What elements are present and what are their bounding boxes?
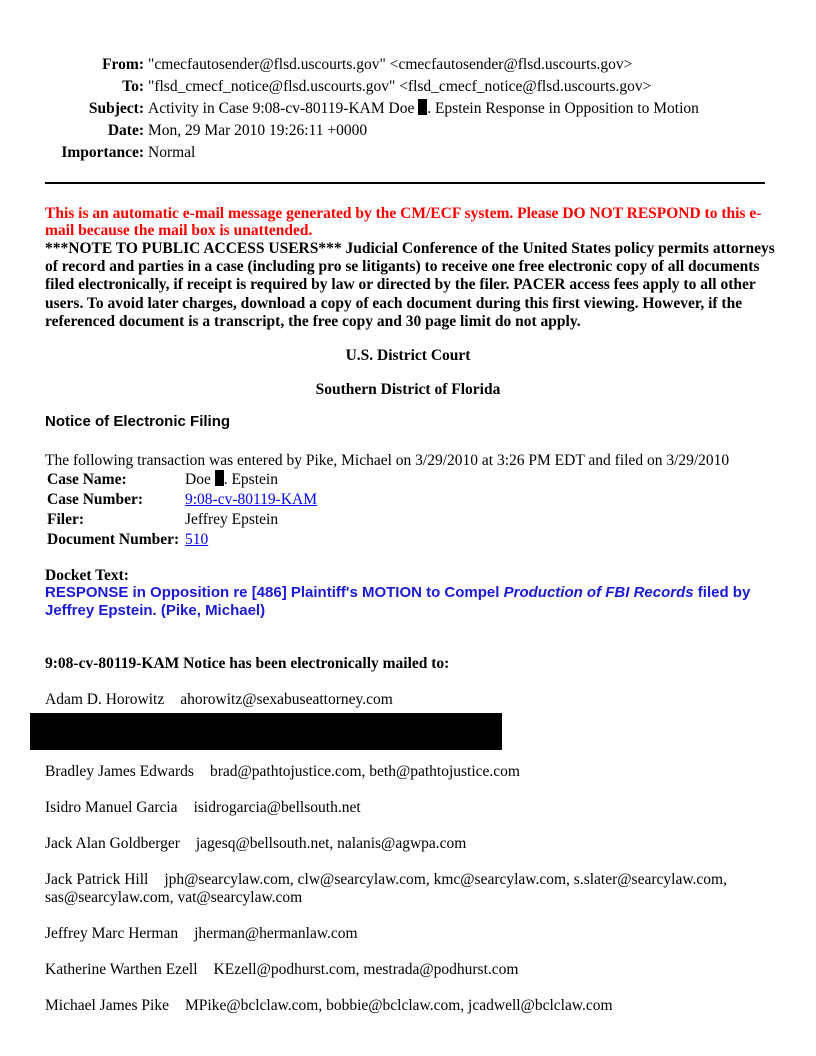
subject-value [148,99,699,119]
case-name-value [185,470,278,490]
case-name-post: . Epstein [223,471,278,488]
redaction-bar [30,713,502,750]
recipient-name: Jack Alan Goldberger [45,835,180,852]
case-number-value [185,490,317,510]
subject-line [0,99,816,119]
case-name-label: Case Name: [47,471,127,488]
recipient-row [45,799,775,817]
recipient-name: Bradley James Edwards [45,763,194,780]
case-number-label: Case Number: [47,491,143,508]
subject-label: Subject: [88,100,144,117]
recipient-emails[interactable]: brad@pathtojustice.com, beth@pathtojustice.com [209,763,520,780]
recipient-emails[interactable]: jagesq@bellsouth.net, nalanis@agwpa.com [195,835,467,852]
nef-title: Notice of Electronic Filing [45,413,231,430]
recipient-name: Katherine Warthen Ezell [45,961,198,978]
recipient-row [45,691,775,709]
importance-value: Normal [148,144,196,161]
filer-row [47,510,547,530]
date-label: Date: [107,122,144,139]
recipient-emails[interactable]: isidrogarcia@bellsouth.net [193,799,361,816]
recipient-emails[interactable]: jherman@hermanlaw.com [194,925,358,942]
recipient-name: Jack Patrick Hill [45,871,149,888]
recipient-name: Jeffrey Marc Herman [45,925,179,942]
case-number-row [47,490,547,510]
importance-label: Importance: [61,144,144,161]
document-number-row [47,530,547,550]
importance-line [0,143,816,163]
court-district: Southern District of Florida [315,381,501,398]
from-label-text: From: [102,56,144,73]
filer-value: Jeffrey Epstein [185,511,279,528]
subject-text-post: . Epstein Response in Opposition to Motion [427,100,699,117]
case-name-pre: Doe [185,471,215,488]
docket-text-pre: RESPONSE in Opposition re [486] Plaintiff's MOTION to Compel [45,584,504,601]
docket-text-italic: Production of FBI Records [503,584,694,601]
public-access-note: ***NOTE TO PUBLIC ACCESS USERS*** Judicial Conference of the United States policy permits attorneys of record and parties in a case (including pro se litigants) to receive one free electronic copy of all documents filed electronically, if receipt is required by law or directed by the filer. PACER access fees apply to all other users. To avoid later charges, download a copy of each document during this first viewing. However, if the referenced document is a transcript, the free copy and 30 page limit do not apply. [45,240,775,330]
recipient-emails[interactable]: MPike@bclclaw.com, bobbie@bclclaw.com, jcadwell@bclclaw.com [184,997,613,1014]
subject-text-pre: Activity in Case 9:08-cv-80119-KAM Doe [148,100,419,117]
from-line [0,55,816,75]
court-name: U.S. District Court [345,347,471,364]
to-line [0,77,816,97]
recipient-row [45,835,775,853]
recipient-row [45,871,775,907]
docket-label: Docket Text: [45,567,129,584]
recipient-name: Adam D. Horowitz [45,691,165,708]
transaction-line: The following transaction was entered by Pike, Michael on 3/29/2010 at 3:26 PM EDT and filed on 3/29/2010 [45,452,730,469]
recipient-emails[interactable]: jph@searcylaw.com, clw@searcylaw.com, kmc@searcylaw.com, s.slater@searcylaw.com, sas@searcylaw.com, vat@searcylaw.com [45,871,727,906]
recipient-row [45,925,775,943]
recipient-emails[interactable]: KEzell@podhurst.com, mestrada@podhurst.com [213,961,519,978]
recipient-row [45,763,775,781]
mailed-heading: 9:08-cv-80119-KAM Notice has been electronically mailed to: [45,655,450,672]
recipient-row [45,997,775,1015]
document-number-link[interactable]: 510 [185,531,209,548]
auto-email-warning: This is an automatic e-mail message generated by the CM/ECF system. Please DO NOT RESPOND to this e-mail because the mail box is unattended. [45,205,762,239]
redaction-mark [418,99,427,115]
filer-label: Filer: [47,511,85,528]
to-label: To: [122,78,144,95]
document-number-value [185,530,208,550]
header-divider [45,182,765,184]
case-number-link[interactable]: 9:08-cv-80119-KAM [185,491,318,508]
date-value: Mon, 29 Mar 2010 19:26:11 +0000 [148,122,368,139]
docket-text [45,584,785,620]
to-value[interactable]: "flsd_cmecf_notice@flsd.uscourts.gov" <flsd_cmecf_notice@flsd.uscourts.gov> [148,78,652,95]
recipient-emails[interactable]: ahorowitz@sexabuseattorney.com [180,691,393,708]
case-name-row [47,470,547,490]
recipient-name: Isidro Manuel Garcia [45,799,178,816]
date-line [0,121,816,141]
redaction-mark [215,470,224,486]
docket-text-post: filed by Jeffrey Epstein. (Pike, Michael) [45,584,751,619]
recipient-row [45,961,775,979]
from-value[interactable]: "cmecfautosender@flsd.uscourts.gov" <cmecfautosender@flsd.uscourts.gov> [148,56,633,73]
document-number-label: Document Number: [47,531,180,548]
recipient-name: Michael James Pike [45,997,169,1014]
